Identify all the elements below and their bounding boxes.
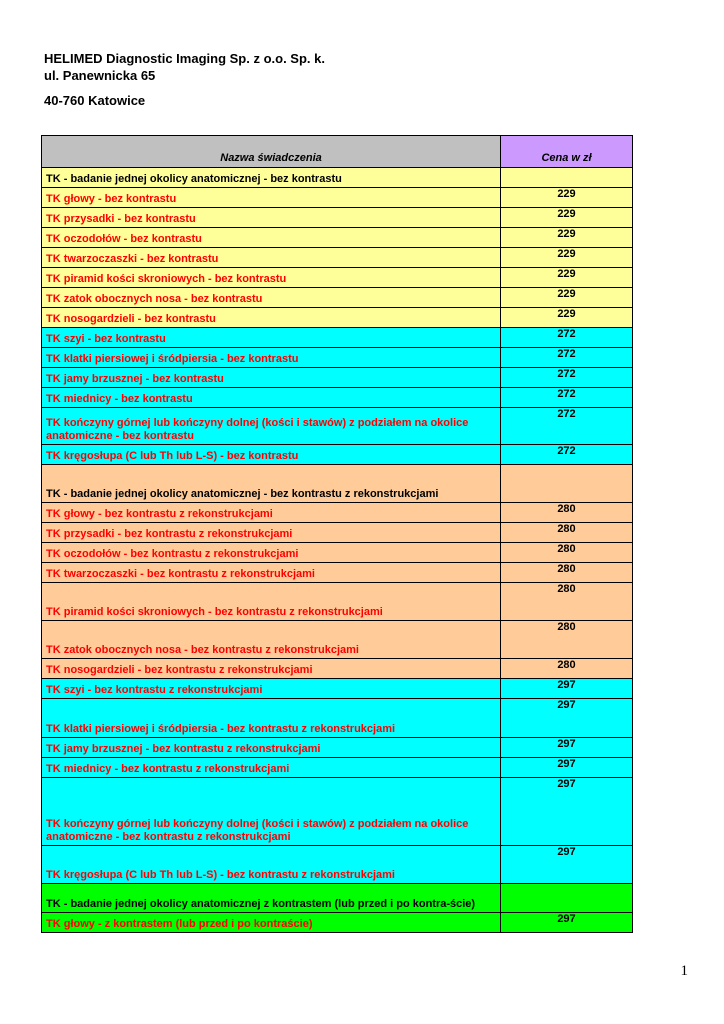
document-header <box>44 50 325 109</box>
service-name: TK piramid kości skroniowych - bez kontrastu <box>42 268 501 288</box>
service-price: 272 <box>501 328 633 348</box>
service-name: TK miednicy - bez kontrastu z rekonstrukcjami <box>42 758 501 778</box>
service-name: TK oczodołów - bez kontrastu z rekonstrukcjami <box>42 543 501 563</box>
service-price: 272 <box>501 408 633 445</box>
section-title: TK - badanie jednej okolicy anatomicznej - bez kontrastu z rekonstrukcjami <box>42 465 501 503</box>
service-name: TK szyi - bez kontrastu <box>42 328 501 348</box>
service-name: TK jamy brzusznej - bez kontrastu z rekonstrukcjami <box>42 738 501 758</box>
service-name: TK klatki piersiowej i śródpiersia - bez kontrastu z rekonstrukcjami <box>42 699 501 738</box>
section-title: TK - badanie jednej okolicy anatomicznej z kontrastem (lub przed i po kontra-ście) <box>42 884 501 913</box>
service-name: TK nosogardzieli - bez kontrastu <box>42 308 501 328</box>
price-table <box>41 135 633 933</box>
service-name: TK piramid kości skroniowych - bez kontrastu z rekonstrukcjami <box>42 583 501 621</box>
table-row <box>42 679 633 699</box>
table-row <box>42 659 633 679</box>
service-price: 297 <box>501 758 633 778</box>
table-row <box>42 846 633 884</box>
service-name: TK zatok obocznych nosa - bez kontrastu z rekonstrukcjami <box>42 621 501 659</box>
table-row <box>42 408 633 445</box>
table-row <box>42 248 633 268</box>
service-name: TK kończyny górnej lub kończyny dolnej (kości i stawów) z podziałem na okolice anatomiczne - bez kontrastu z rekonstrukcjami <box>42 778 501 846</box>
company-street: ul. Panewnicka 65 <box>44 68 156 83</box>
service-price: 229 <box>501 228 633 248</box>
service-price: 280 <box>501 583 633 621</box>
table-row <box>42 188 633 208</box>
service-name: TK kończyny górnej lub kończyny dolnej (kości i stawów) z podziałem na okolice anatomiczne - bez kontrastu <box>42 408 501 445</box>
service-name: TK miednicy - bez kontrastu <box>42 388 501 408</box>
section-title-row <box>42 884 633 913</box>
table-row <box>42 348 633 368</box>
service-price: 229 <box>501 308 633 328</box>
company-city: 40-760 Katowice <box>44 93 146 108</box>
service-price: 297 <box>501 778 633 846</box>
table-row <box>42 288 633 308</box>
table-row <box>42 699 633 738</box>
service-name: TK nosogardzieli - bez kontrastu z rekonstrukcjami <box>42 659 501 679</box>
table-row <box>42 913 633 933</box>
service-name: TK głowy - bez kontrastu z rekonstrukcjami <box>42 503 501 523</box>
table-row <box>42 328 633 348</box>
service-name: TK jamy brzusznej - bez kontrastu <box>42 368 501 388</box>
service-price: 272 <box>501 368 633 388</box>
service-name: TK twarzoczaszki - bez kontrastu <box>42 248 501 268</box>
table-row <box>42 543 633 563</box>
service-price: 272 <box>501 348 633 368</box>
table-row <box>42 738 633 758</box>
service-price: 229 <box>501 248 633 268</box>
company-name: HELIMED Diagnostic Imaging Sp. z o.o. Sp. k. <box>44 51 325 66</box>
service-price: 297 <box>501 679 633 699</box>
service-name: TK szyi - bez kontrastu z rekonstrukcjami <box>42 679 501 699</box>
table-row <box>42 778 633 846</box>
table-row <box>42 758 633 778</box>
column-header-name: Nazwa świadczenia <box>42 136 501 168</box>
service-name: TK głowy - bez kontrastu <box>42 188 501 208</box>
column-header-price: Cena w zł <box>501 136 633 168</box>
service-price: 297 <box>501 913 633 933</box>
service-name: TK twarzoczaszki - bez kontrastu z rekonstrukcjami <box>42 563 501 583</box>
table-row <box>42 445 633 465</box>
section-price-empty <box>501 168 633 188</box>
service-price: 297 <box>501 699 633 738</box>
service-price: 280 <box>501 543 633 563</box>
service-name: TK klatki piersiowej i śródpiersia - bez kontrastu <box>42 348 501 368</box>
service-name: TK kręgosłupa (C lub Th lub L-S) - bez kontrastu <box>42 445 501 465</box>
table-row <box>42 228 633 248</box>
table-row <box>42 208 633 228</box>
service-price: 272 <box>501 388 633 408</box>
table-row <box>42 563 633 583</box>
service-price: 280 <box>501 503 633 523</box>
service-price: 280 <box>501 563 633 583</box>
service-price: 280 <box>501 659 633 679</box>
service-price: 280 <box>501 621 633 659</box>
page-number: 1 <box>680 963 688 979</box>
section-title-row <box>42 168 633 188</box>
service-price: 280 <box>501 523 633 543</box>
service-price: 229 <box>501 208 633 228</box>
service-name: TK oczodołów - bez kontrastu <box>42 228 501 248</box>
table-row <box>42 388 633 408</box>
table-row <box>42 621 633 659</box>
table-row <box>42 268 633 288</box>
table-row <box>42 368 633 388</box>
section-price-empty <box>501 884 633 913</box>
table-row <box>42 523 633 543</box>
table-row <box>42 308 633 328</box>
section-title-row <box>42 465 633 503</box>
service-price: 229 <box>501 268 633 288</box>
service-price: 297 <box>501 846 633 884</box>
section-price-empty <box>501 465 633 503</box>
table-header-row <box>42 136 633 168</box>
service-name: TK zatok obocznych nosa - bez kontrastu <box>42 288 501 308</box>
service-price: 297 <box>501 738 633 758</box>
service-name: TK głowy - z kontrastem (lub przed i po kontraście) <box>42 913 501 933</box>
section-title: TK - badanie jednej okolicy anatomicznej - bez kontrastu <box>42 168 501 188</box>
service-name: TK przysadki - bez kontrastu z rekonstrukcjami <box>42 523 501 543</box>
service-price: 229 <box>501 288 633 308</box>
table-row <box>42 503 633 523</box>
service-name: TK kręgosłupa (C lub Th lub L-S) - bez kontrastu z rekonstrukcjami <box>42 846 501 884</box>
service-name: TK przysadki - bez kontrastu <box>42 208 501 228</box>
service-price: 229 <box>501 188 633 208</box>
service-price: 272 <box>501 445 633 465</box>
table-row <box>42 583 633 621</box>
